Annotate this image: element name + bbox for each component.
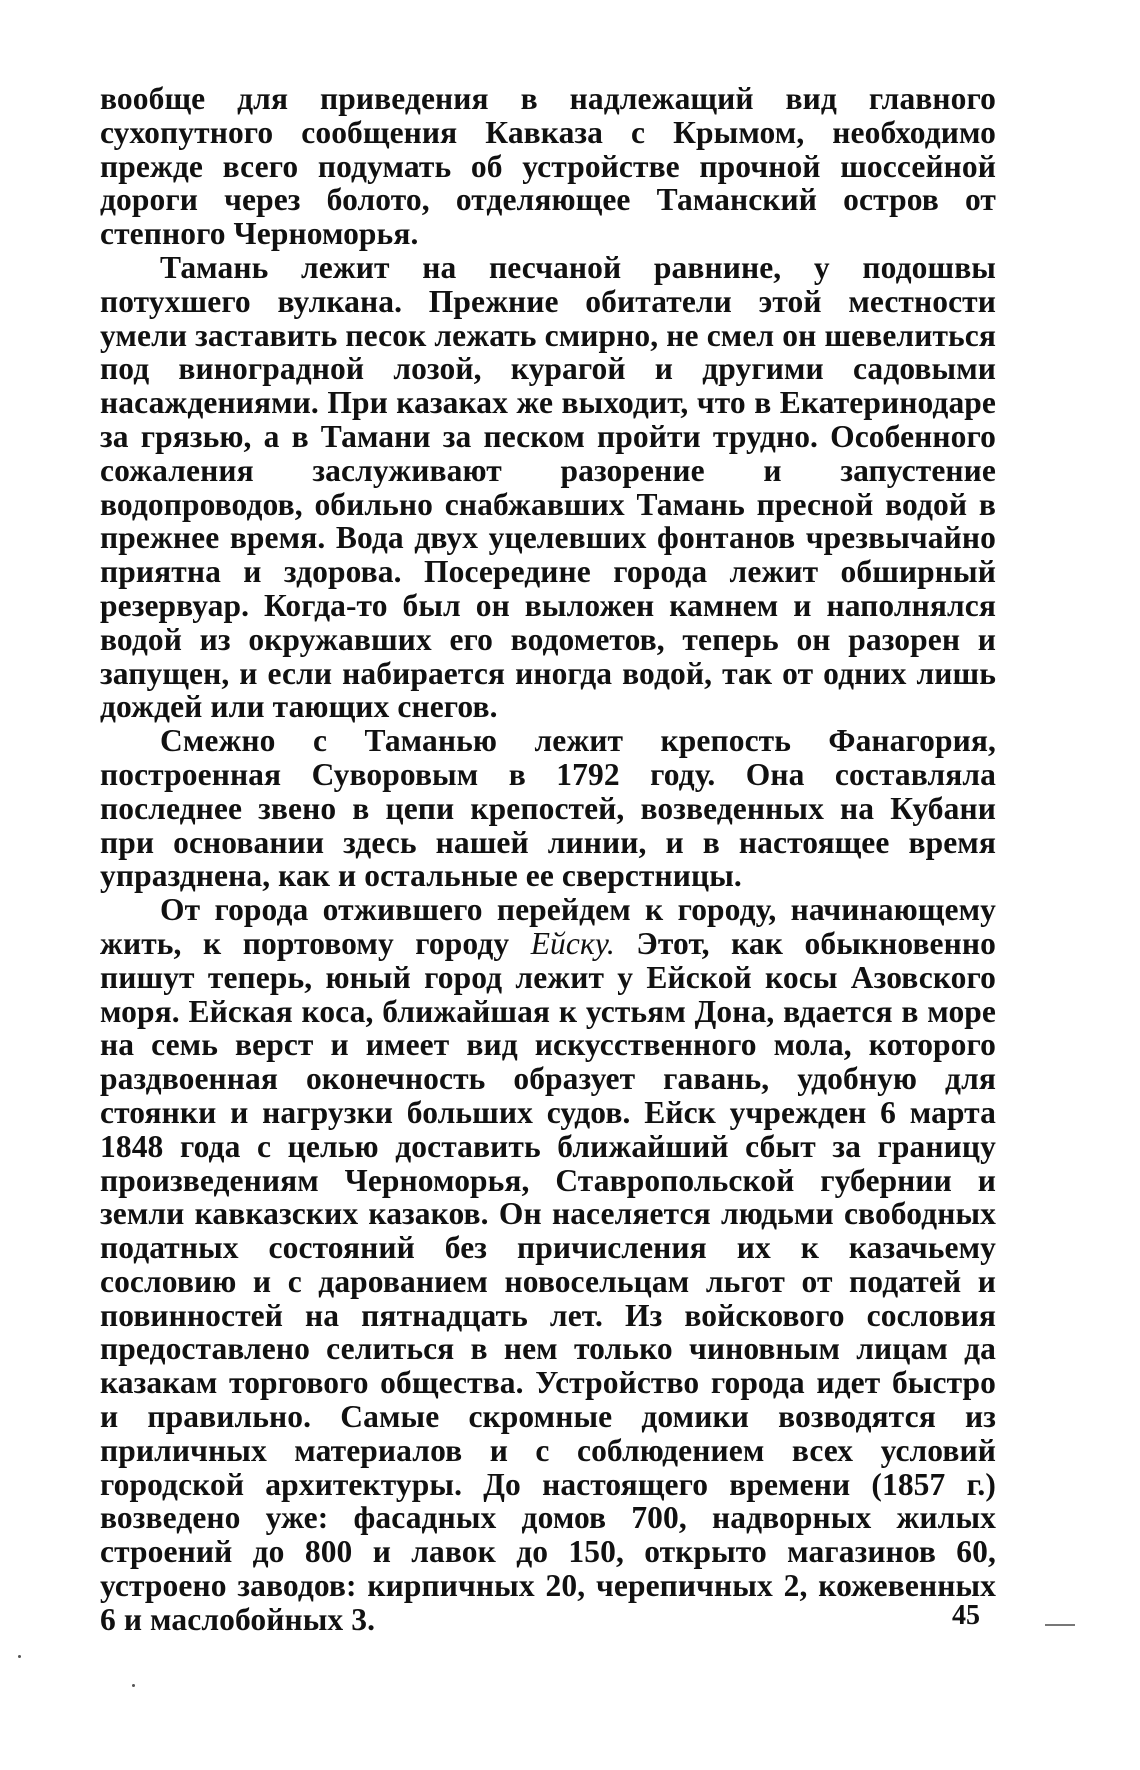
scan-speck [132, 1684, 135, 1687]
paragraph [100, 251, 996, 724]
paragraph [100, 724, 996, 893]
paragraph [100, 893, 996, 1637]
text-run: От города отжившего перейдем к городу, начинающему жить, к портовому городу [100, 892, 996, 961]
paragraph [100, 82, 996, 251]
body-text [100, 82, 996, 1637]
italic-text: Ейску. [530, 925, 615, 961]
scan-edge-mark [1045, 1624, 1075, 1626]
page-number: 45 [952, 1600, 980, 1631]
scan-speck [18, 1655, 21, 1658]
text-run: Тамань лежит на песчаной равнине, у подошвы потухшего вулкана. Прежние обитатели этой местности умели заставить песок лежать смирно, не смел он шевелиться под виноградной лозой, курагой и другими садовыми насаждениями. При казаках же выходит, что в Екатеринодаре за грязью, а в Тамани за песком пройти трудно. Особенного сожаления заслуживают разорение и запустение водопроводов, обильно снабжавших Тамань пресной водой в прежнее время. Вода двух уцелевших фонтанов чрезвычайно приятна и здорова. Посередине города лежит обширный резервуар. Когда-то был он выложен камнем и наполнялся водой из окружавших его водометов, теперь он разорен и запущен, и если набирается иногда водой, так от одних лишь дождей или тающих снегов. [100, 249, 996, 725]
text-run: вообще для приведения в надлежащий вид главного сухопутного сообщения Кавказа с Крымом, необходимо прежде всего подумать об устройстве прочной шоссейной дороги через болото, отделяющее Таманский остров от степного Черноморья. [100, 81, 996, 252]
text-run: Смежно с Таманью лежит крепость Фанагория, построенная Суворовым в 1792 году. Она составляла последнее звено в цепи крепостей, возведенных на Кубани при основании здесь нашей линии, и в настоящее время упразднена, как и остальные ее сверстницы. [100, 723, 996, 894]
text-run: Этот, как обыкновенно пишут теперь, юный город лежит у Ейской косы Азовского моря. Ейская коса, ближайшая к устьям Дона, вдается в море на семь верст и имеет вид искусственного мола, которого раздвоенная оконечность образует гавань, удобную для стоянки и нагрузки больших судов. Ейск учрежден 6 марта 1848 года с целью доставить ближайший сбыт за границу произведениям Черноморья, Ставропольской губернии и земли кавказских казаков. Он населяется людьми свободных податных состояний без причисления их к казачьему сословию и с дарованием новосельцам льгот от податей и повинностей на пятнадцать лет. Из войскового сословия предоставлено селиться в нем только чиновным лицам да казакам торгового общества. Устройство города идет быстро и правильно. Самые скромные домики возводятся из приличных материалов и с соблюдением всех условий городской архитектуры. До настоящего времени (1857 г.) возведено уже: фасадных домов 700, надворных жилых строений до 800 и лавок до 150, открыто магазинов 60, устроено заводов: кирпичных 20, черепичных 2, кожевенных 6 и маслобойных 3. [100, 925, 996, 1637]
